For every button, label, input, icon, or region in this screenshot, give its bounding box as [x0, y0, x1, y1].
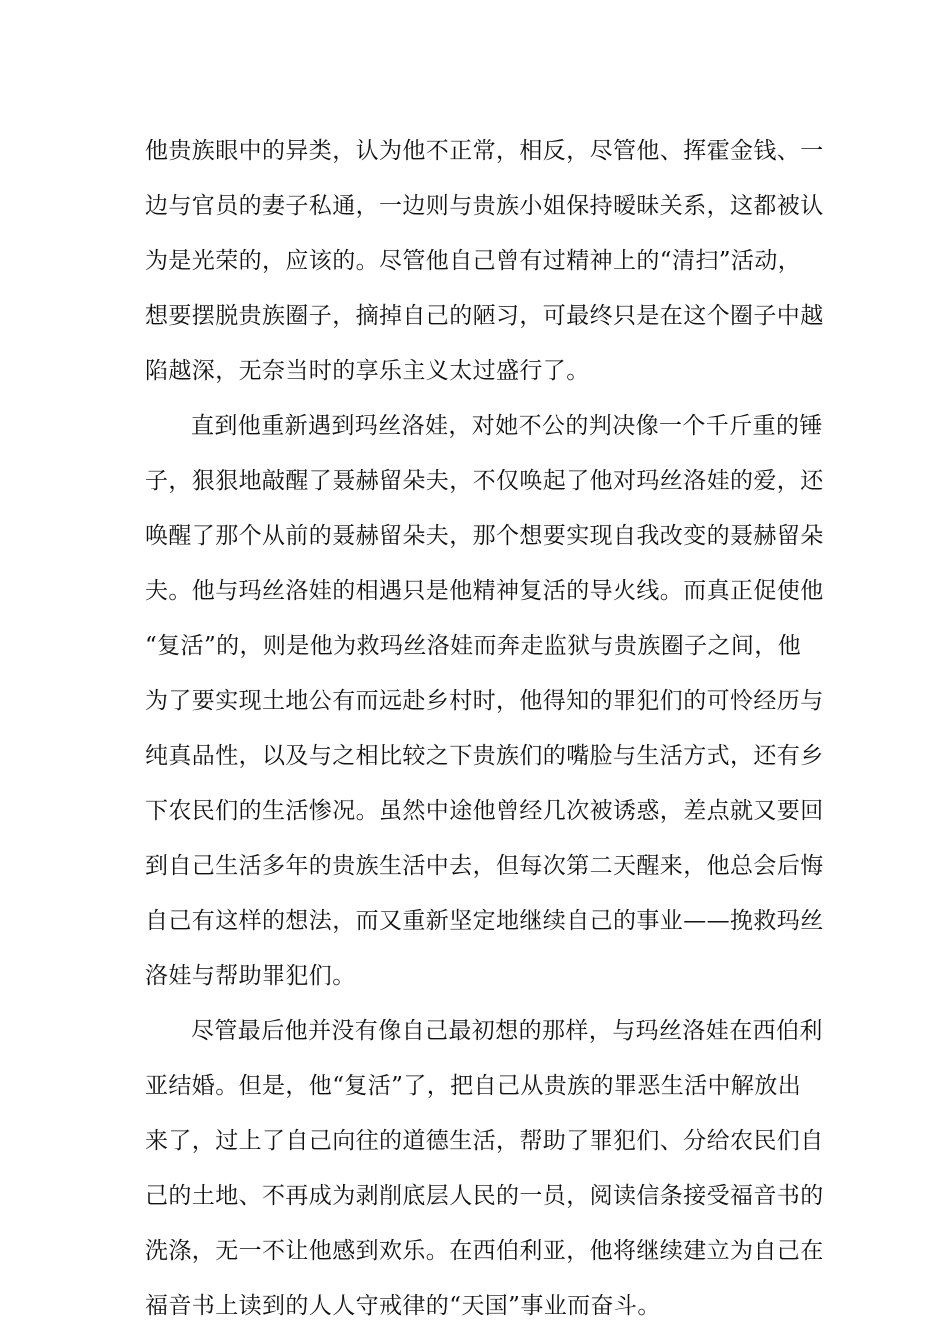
paragraph-3 [145, 1004, 824, 1334]
text-line: 到自己生活多年的贵族生活中去，但每次第二天醒来，他总会后悔 [145, 853, 824, 879]
text-line: “复活”的，则是他为救玛丝洛娃而奔走监狱与贵族圈子之间，他 [145, 633, 802, 659]
text-line: 陷越深，无奈当时的享乐主义太过盛行了。 [145, 358, 590, 384]
text-line: 为是光荣的，应该的。尽管他自己曾有过精神上的“清扫”活动， [145, 248, 802, 274]
text-line: 纯真品性，以及与之相比较之下贵族们的嘴脸与生活方式，还有乡 [145, 743, 824, 769]
text-line: 亚结婚。但是，他“复活”了，把自己从贵族的罪恶生活中解放出 [145, 1073, 802, 1099]
text-line: 直到他重新遇到玛丝洛娃，对她不公的判决像一个千斤重的锤 [191, 413, 823, 439]
text-line: 福音书上读到的人人守戒律的“天国”事业而奋斗。 [145, 1293, 661, 1319]
text-line: 洗涤，无一不让他感到欢乐。在西伯利亚，他将继续建立为自己在 [145, 1238, 824, 1264]
text-line: 下农民们的生活惨况。虽然中途他曾经几次被诱惑，差点就又要回 [145, 798, 824, 824]
body-text [145, 124, 824, 1334]
text-line: 尽管最后他并没有像自己最初想的那样，与玛丝洛娃在西伯利 [191, 1018, 823, 1044]
paragraph-1 [145, 124, 824, 399]
text-line: 自己有这样的想法，而又重新坚定地继续自己的事业——挽救玛丝 [145, 908, 824, 934]
text-line: 边与官员的妻子私通，一边则与贵族小姐保持暧昧关系，这都被认 [145, 193, 824, 219]
text-line: 为了要实现土地公有而远赴乡村时，他得知的罪犯们的可怜经历与 [145, 688, 824, 714]
text-line: 己的土地、不再成为剥削底层人民的一员，阅读信条接受福音书的 [145, 1183, 824, 1209]
text-line: 夫。他与玛丝洛娃的相遇只是他精神复活的导火线。而真正促使他 [145, 578, 824, 604]
text-line: 他贵族眼中的异类，认为他不正常，相反，尽管他、挥霍金钱、一 [145, 138, 824, 164]
paragraph-2 [145, 399, 824, 1004]
text-line: 子，狠狠地敲醒了聂赫留朵夫，不仅唤起了他对玛丝洛娃的爱，还 [145, 468, 824, 494]
text-line: 来了，过上了自己向往的道德生活，帮助了罪犯们、分给农民们自 [145, 1128, 824, 1154]
text-line: 唤醒了那个从前的聂赫留朵夫，那个想要实现自我改变的聂赫留朵 [145, 523, 824, 549]
text-line: 洛娃与帮助罪犯们。 [145, 963, 356, 989]
text-line: 想要摆脱贵族圈子，摘掉自己的陋习，可最终只是在这个圈子中越 [145, 303, 824, 329]
